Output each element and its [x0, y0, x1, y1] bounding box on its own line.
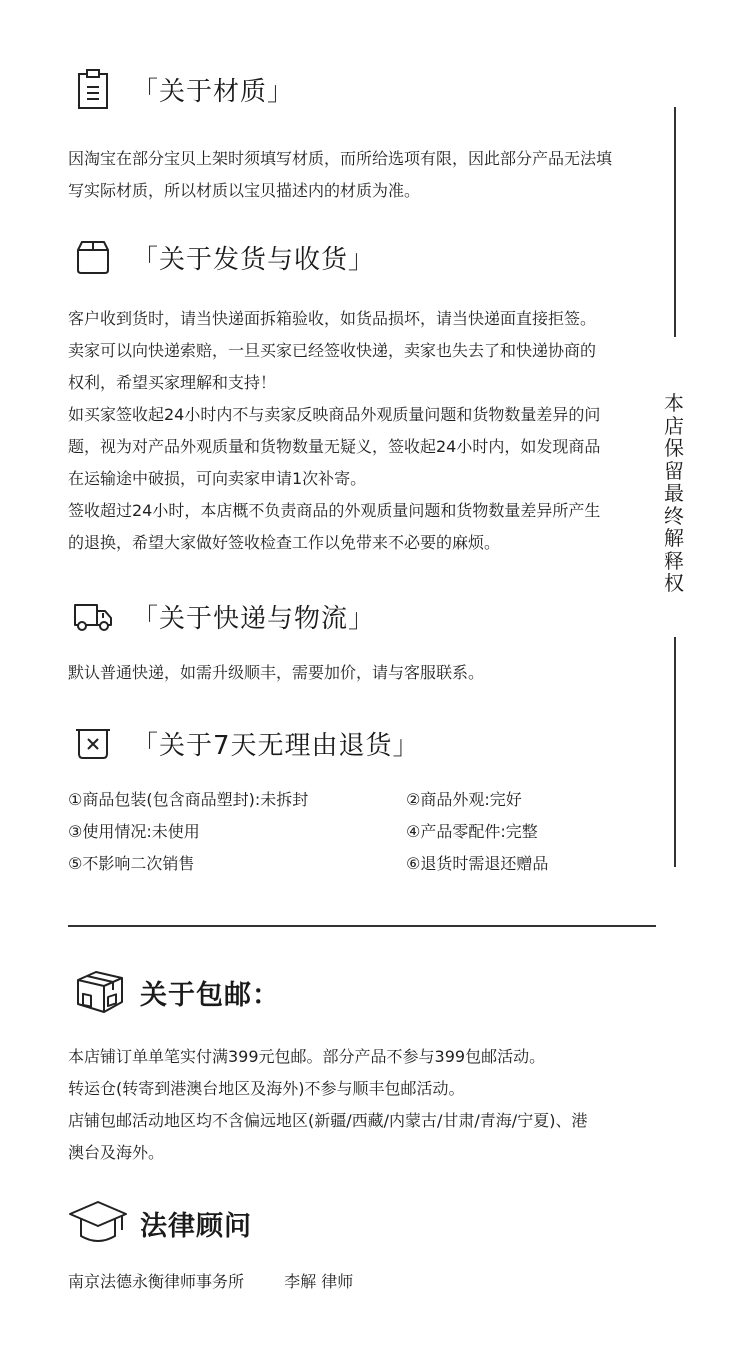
section-free-shipping-text	[68, 1041, 643, 1169]
section-express-header	[72, 595, 375, 637]
paragraph-line: 卖家可以向快递索赔，一旦买家已经签收快递，卖家也失去了和快递协商的	[68, 341, 597, 360]
section-material-text	[68, 143, 643, 207]
law-firm-name: 南京法德永衡律师事务所	[68, 1272, 245, 1291]
section-free-shipping-header	[74, 966, 280, 1018]
paragraph-line: 权利，希望买家理解和支持！	[68, 373, 277, 392]
graduation-cap-icon	[68, 1196, 128, 1250]
list-row	[68, 784, 628, 816]
list-item: ②商品外观:完好	[406, 790, 522, 809]
paragraph-line: 写实际材质，所以材质以宝贝描述内的材质为准。	[68, 181, 421, 200]
paragraph-line: 转运仓(转寄到港澳台地区及海外)不参与顺丰包邮活动。	[68, 1079, 465, 1098]
side-note: 本店保留最终解释权	[664, 391, 684, 595]
list-item: ①商品包装(包含商品塑封):未拆封	[68, 790, 309, 809]
section-title: 「关于7天无理由退货」	[132, 730, 420, 761]
paragraph-line: 如买家签收起24小时内不与卖家反映商品外观质量问题和货物数量差异的问	[68, 405, 601, 424]
paragraph-line: 签收超过24小时，本店概不负责商品的外观质量问题和货物数量差异所产生	[68, 501, 601, 520]
section-legal-header	[68, 1196, 252, 1250]
package-icon	[74, 966, 126, 1018]
vertical-divider-bottom	[674, 637, 676, 867]
paragraph-line: 因淘宝在部分宝贝上架时须填写材质，而所给选项有限，因此部分产品无法填	[68, 149, 613, 168]
section-title: 「关于材质」	[132, 76, 295, 107]
paragraph-line: 店铺包邮活动地区均不含偏远地区(新疆/西藏/内蒙古/甘肃/青海/宁夏)、港	[68, 1111, 588, 1130]
section-title: 「关于发货与收货」	[132, 244, 376, 275]
returns-conditions-list	[68, 784, 628, 880]
list-item: ③使用情况:未使用	[68, 822, 200, 841]
list-item: ⑥退货时需退还赠品	[406, 854, 549, 873]
horizontal-divider	[68, 925, 656, 927]
section-material-header	[72, 68, 294, 110]
paragraph-line: 的退换，希望大家做好签收检查工作以免带来不必要的麻烦。	[68, 533, 501, 552]
list-row	[68, 816, 628, 848]
paragraph-line: 澳台及海外。	[68, 1143, 165, 1162]
paragraph-line: 本店铺订单单笔实付满399元包邮。部分产品不参与399包邮活动。	[68, 1047, 546, 1066]
list-item: ④产品零配件:完整	[406, 822, 538, 841]
section-title: 「关于快递与物流」	[132, 603, 376, 634]
paragraph-line: 客户收到货时，请当快递面拆箱验收，如货品损坏，请当快递面直接拒签。	[68, 309, 597, 328]
paragraph-line: 在运输途中破损，可向卖家申请1次补寄。	[68, 469, 367, 488]
paragraph-line: 题，视为对产品外观质量和货物数量无疑义，签收起24小时内，如发现商品	[68, 437, 601, 456]
return-box-icon	[72, 722, 114, 764]
box-icon	[72, 236, 114, 278]
paragraph-line: 默认普通快递，如需升级顺丰，需要加价，请与客服联系。	[68, 663, 485, 682]
list-row	[68, 848, 628, 880]
section-express-text	[68, 657, 643, 689]
section-title: 法律顾问	[140, 1210, 252, 1242]
clipboard-icon	[72, 68, 114, 110]
lawyer-name: 李解 律师	[284, 1272, 354, 1291]
truck-icon	[72, 595, 114, 637]
section-shipping-header	[72, 236, 375, 278]
list-item: ⑤不影响二次销售	[68, 854, 195, 873]
section-returns-header	[72, 722, 420, 764]
section-shipping-text	[68, 303, 643, 559]
vertical-divider-top	[674, 107, 676, 337]
section-legal-text	[68, 1266, 643, 1298]
section-title: 关于包邮：	[140, 979, 280, 1011]
